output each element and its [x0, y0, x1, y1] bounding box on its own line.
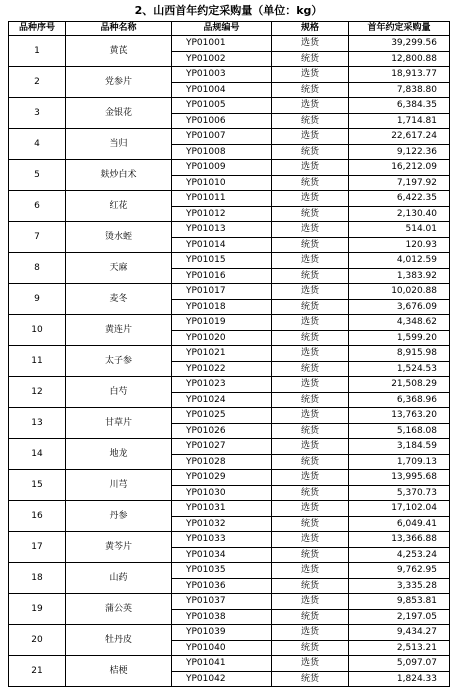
- grade-cell: 选货: [272, 191, 349, 207]
- quantity-cell: 9,762.95: [349, 563, 450, 579]
- variety-name-cell: 麸炒白术: [66, 160, 172, 191]
- quantity-cell: 18,913.77: [349, 67, 450, 83]
- variety-no-cell: 3: [9, 98, 66, 129]
- quantity-cell: 9,434.27: [349, 625, 450, 641]
- quantity-cell: 9,853.81: [349, 594, 450, 610]
- variety-name-cell: 川芎: [66, 470, 172, 501]
- header-variety-no: 品种序号: [9, 22, 66, 36]
- quantity-cell: 3,184.59: [349, 439, 450, 455]
- grade-cell: 选货: [272, 222, 349, 238]
- grade-cell: 统货: [272, 237, 349, 253]
- quantity-cell: 6,049.41: [349, 516, 450, 532]
- quantity-cell: 1,599.20: [349, 330, 450, 346]
- spec-code-cell: YP01014: [172, 237, 272, 253]
- grade-cell: 统货: [272, 361, 349, 377]
- spec-code-cell: YP01003: [172, 67, 272, 83]
- quantity-cell: 13,995.68: [349, 470, 450, 486]
- table-row: [9, 284, 450, 300]
- grade-cell: 选货: [272, 160, 349, 176]
- spec-code-cell: YP01007: [172, 129, 272, 145]
- table-row: [9, 563, 450, 579]
- variety-name-cell: 甘草片: [66, 408, 172, 439]
- header-spec-code: 品规编号: [172, 22, 272, 36]
- variety-no-cell: 15: [9, 470, 66, 501]
- grade-cell: 选货: [272, 346, 349, 362]
- grade-cell: 选货: [272, 563, 349, 579]
- grade-cell: 统货: [272, 144, 349, 160]
- quantity-cell: 5,097.07: [349, 656, 450, 672]
- table-row: [9, 315, 450, 331]
- table-header-row: [9, 22, 450, 36]
- spec-code-cell: YP01004: [172, 82, 272, 98]
- variety-name-cell: 白芍: [66, 377, 172, 408]
- grade-cell: 选货: [272, 594, 349, 610]
- grade-cell: 统货: [272, 330, 349, 346]
- spec-code-cell: YP01011: [172, 191, 272, 207]
- spec-code-cell: YP01031: [172, 501, 272, 517]
- grade-cell: 统货: [272, 175, 349, 191]
- grade-cell: 统货: [272, 671, 349, 687]
- spec-code-cell: YP01005: [172, 98, 272, 114]
- table-row: [9, 470, 450, 486]
- variety-no-cell: 1: [9, 36, 66, 67]
- variety-name-cell: 红花: [66, 191, 172, 222]
- spec-code-cell: YP01029: [172, 470, 272, 486]
- grade-cell: 统货: [272, 454, 349, 470]
- table-row: [9, 532, 450, 548]
- quantity-cell: 1,824.33: [349, 671, 450, 687]
- spec-code-cell: YP01010: [172, 175, 272, 191]
- variety-no-cell: 17: [9, 532, 66, 563]
- spec-code-cell: YP01020: [172, 330, 272, 346]
- quantity-cell: 2,513.21: [349, 640, 450, 656]
- page-title: 2、山西首年约定采购量（单位：kg）: [134, 4, 323, 17]
- quantity-cell: 4,348.62: [349, 315, 450, 331]
- header-grade: 规格: [272, 22, 349, 36]
- variety-no-cell: 12: [9, 377, 66, 408]
- quantity-cell: 8,915.98: [349, 346, 450, 362]
- quantity-cell: 1,709.13: [349, 454, 450, 470]
- spec-code-cell: YP01006: [172, 113, 272, 129]
- variety-name-cell: 烫水蛭: [66, 222, 172, 253]
- spec-code-cell: YP01021: [172, 346, 272, 362]
- spec-code-cell: YP01009: [172, 160, 272, 176]
- quantity-cell: 6,422.35: [349, 191, 450, 207]
- grade-cell: 选货: [272, 284, 349, 300]
- quantity-cell: 22,617.24: [349, 129, 450, 145]
- grade-cell: 选货: [272, 625, 349, 641]
- grade-cell: 选货: [272, 408, 349, 424]
- variety-name-cell: 山药: [66, 563, 172, 594]
- quantity-cell: 6,368.96: [349, 392, 450, 408]
- quantity-cell: 4,012.59: [349, 253, 450, 269]
- spec-code-cell: YP01016: [172, 268, 272, 284]
- grade-cell: 选货: [272, 532, 349, 548]
- variety-no-cell: 6: [9, 191, 66, 222]
- spec-code-cell: YP01028: [172, 454, 272, 470]
- spec-code-cell: YP01042: [172, 671, 272, 687]
- variety-no-cell: 21: [9, 656, 66, 687]
- spec-code-cell: YP01024: [172, 392, 272, 408]
- variety-name-cell: 地龙: [66, 439, 172, 470]
- table-row: [9, 594, 450, 610]
- spec-code-cell: YP01025: [172, 408, 272, 424]
- variety-name-cell: 蒲公英: [66, 594, 172, 625]
- quantity-cell: 6,384.35: [349, 98, 450, 114]
- grade-cell: 统货: [272, 423, 349, 439]
- grade-cell: 选货: [272, 315, 349, 331]
- spec-code-cell: YP01015: [172, 253, 272, 269]
- table-row: [9, 98, 450, 114]
- quantity-cell: 5,370.73: [349, 485, 450, 501]
- spec-code-cell: YP01023: [172, 377, 272, 393]
- table-row: [9, 191, 450, 207]
- grade-cell: 统货: [272, 392, 349, 408]
- quantity-cell: 3,335.28: [349, 578, 450, 594]
- table-body: [9, 36, 450, 687]
- variety-name-cell: 金银花: [66, 98, 172, 129]
- table-row: [9, 377, 450, 393]
- quantity-cell: 16,212.09: [349, 160, 450, 176]
- table-row: [9, 222, 450, 238]
- grade-cell: 统货: [272, 609, 349, 625]
- variety-name-cell: 太子参: [66, 346, 172, 377]
- variety-no-cell: 10: [9, 315, 66, 346]
- variety-no-cell: 19: [9, 594, 66, 625]
- quantity-cell: 1,524.53: [349, 361, 450, 377]
- variety-no-cell: 5: [9, 160, 66, 191]
- header-first-year-quantity: 首年约定采购量: [349, 22, 450, 36]
- grade-cell: 选货: [272, 501, 349, 517]
- quantity-cell: 514.01: [349, 222, 450, 238]
- spec-code-cell: YP01040: [172, 640, 272, 656]
- grade-cell: 选货: [272, 36, 349, 52]
- spec-code-cell: YP01012: [172, 206, 272, 222]
- grade-cell: 选货: [272, 439, 349, 455]
- grade-cell: 选货: [272, 656, 349, 672]
- variety-name-cell: 黄芩片: [66, 532, 172, 563]
- variety-name-cell: 党参片: [66, 67, 172, 98]
- grade-cell: 统货: [272, 547, 349, 563]
- table-row: [9, 36, 450, 52]
- spec-code-cell: YP01018: [172, 299, 272, 315]
- table-row: [9, 501, 450, 517]
- quantity-cell: 9,122.36: [349, 144, 450, 160]
- grade-cell: 统货: [272, 51, 349, 67]
- variety-name-cell: 丹参: [66, 501, 172, 532]
- quantity-cell: 39,299.56: [349, 36, 450, 52]
- table-row: [9, 625, 450, 641]
- grade-cell: 选货: [272, 377, 349, 393]
- variety-no-cell: 8: [9, 253, 66, 284]
- table-row: [9, 656, 450, 672]
- spec-code-cell: YP01017: [172, 284, 272, 300]
- grade-cell: 统货: [272, 578, 349, 594]
- quantity-cell: 7,197.92: [349, 175, 450, 191]
- variety-no-cell: 18: [9, 563, 66, 594]
- variety-no-cell: 13: [9, 408, 66, 439]
- grade-cell: 统货: [272, 299, 349, 315]
- variety-name-cell: 桔梗: [66, 656, 172, 687]
- grade-cell: 统货: [272, 640, 349, 656]
- quantity-cell: 1,383.92: [349, 268, 450, 284]
- quantity-cell: 1,714.81: [349, 113, 450, 129]
- spec-code-cell: YP01034: [172, 547, 272, 563]
- spec-code-cell: YP01022: [172, 361, 272, 377]
- quantity-cell: 12,800.88: [349, 51, 450, 67]
- quantity-cell: 3,676.09: [349, 299, 450, 315]
- spec-code-cell: YP01037: [172, 594, 272, 610]
- quantity-cell: 2,130.40: [349, 206, 450, 222]
- table-row: [9, 129, 450, 145]
- quantity-cell: 17,102.04: [349, 501, 450, 517]
- quantity-cell: 10,020.88: [349, 284, 450, 300]
- table-row: [9, 67, 450, 83]
- table-row: [9, 253, 450, 269]
- grade-cell: 统货: [272, 113, 349, 129]
- variety-no-cell: 20: [9, 625, 66, 656]
- quantity-cell: 21,508.29: [349, 377, 450, 393]
- spec-code-cell: YP01038: [172, 609, 272, 625]
- variety-no-cell: 4: [9, 129, 66, 160]
- variety-no-cell: 9: [9, 284, 66, 315]
- header-variety-name: 品种名称: [66, 22, 172, 36]
- table-row: [9, 346, 450, 362]
- spec-code-cell: YP01036: [172, 578, 272, 594]
- variety-name-cell: 天麻: [66, 253, 172, 284]
- variety-name-cell: 麦冬: [66, 284, 172, 315]
- spec-code-cell: YP01013: [172, 222, 272, 238]
- quantity-cell: 120.93: [349, 237, 450, 253]
- variety-name-cell: 黄连片: [66, 315, 172, 346]
- variety-no-cell: 7: [9, 222, 66, 253]
- quantity-cell: 5,168.08: [349, 423, 450, 439]
- spec-code-cell: YP01033: [172, 532, 272, 548]
- grade-cell: 统货: [272, 268, 349, 284]
- grade-cell: 统货: [272, 82, 349, 98]
- variety-name-cell: 当归: [66, 129, 172, 160]
- quantity-cell: 4,253.24: [349, 547, 450, 563]
- quantity-cell: 13,763.20: [349, 408, 450, 424]
- grade-cell: 选货: [272, 253, 349, 269]
- quantity-cell: 2,197.05: [349, 609, 450, 625]
- spec-code-cell: YP01002: [172, 51, 272, 67]
- spec-code-cell: YP01035: [172, 563, 272, 579]
- spec-code-cell: YP01019: [172, 315, 272, 331]
- grade-cell: 统货: [272, 516, 349, 532]
- grade-cell: 统货: [272, 206, 349, 222]
- spec-code-cell: YP01026: [172, 423, 272, 439]
- variety-no-cell: 16: [9, 501, 66, 532]
- spec-code-cell: YP01001: [172, 36, 272, 52]
- table-row: [9, 160, 450, 176]
- grade-cell: 选货: [272, 129, 349, 145]
- table-row: [9, 439, 450, 455]
- grade-cell: 选货: [272, 67, 349, 83]
- spec-code-cell: YP01032: [172, 516, 272, 532]
- spec-code-cell: YP01030: [172, 485, 272, 501]
- variety-name-cell: 牡丹皮: [66, 625, 172, 656]
- variety-name-cell: 黄芪: [66, 36, 172, 67]
- spec-code-cell: YP01027: [172, 439, 272, 455]
- quantity-cell: 13,366.88: [349, 532, 450, 548]
- variety-no-cell: 14: [9, 439, 66, 470]
- variety-no-cell: 11: [9, 346, 66, 377]
- grade-cell: 选货: [272, 470, 349, 486]
- spec-code-cell: YP01039: [172, 625, 272, 641]
- spec-code-cell: YP01008: [172, 144, 272, 160]
- grade-cell: 统货: [272, 485, 349, 501]
- procurement-table: [8, 21, 450, 687]
- quantity-cell: 7,838.80: [349, 82, 450, 98]
- variety-no-cell: 2: [9, 67, 66, 98]
- spec-code-cell: YP01041: [172, 656, 272, 672]
- grade-cell: 选货: [272, 98, 349, 114]
- table-row: [9, 408, 450, 424]
